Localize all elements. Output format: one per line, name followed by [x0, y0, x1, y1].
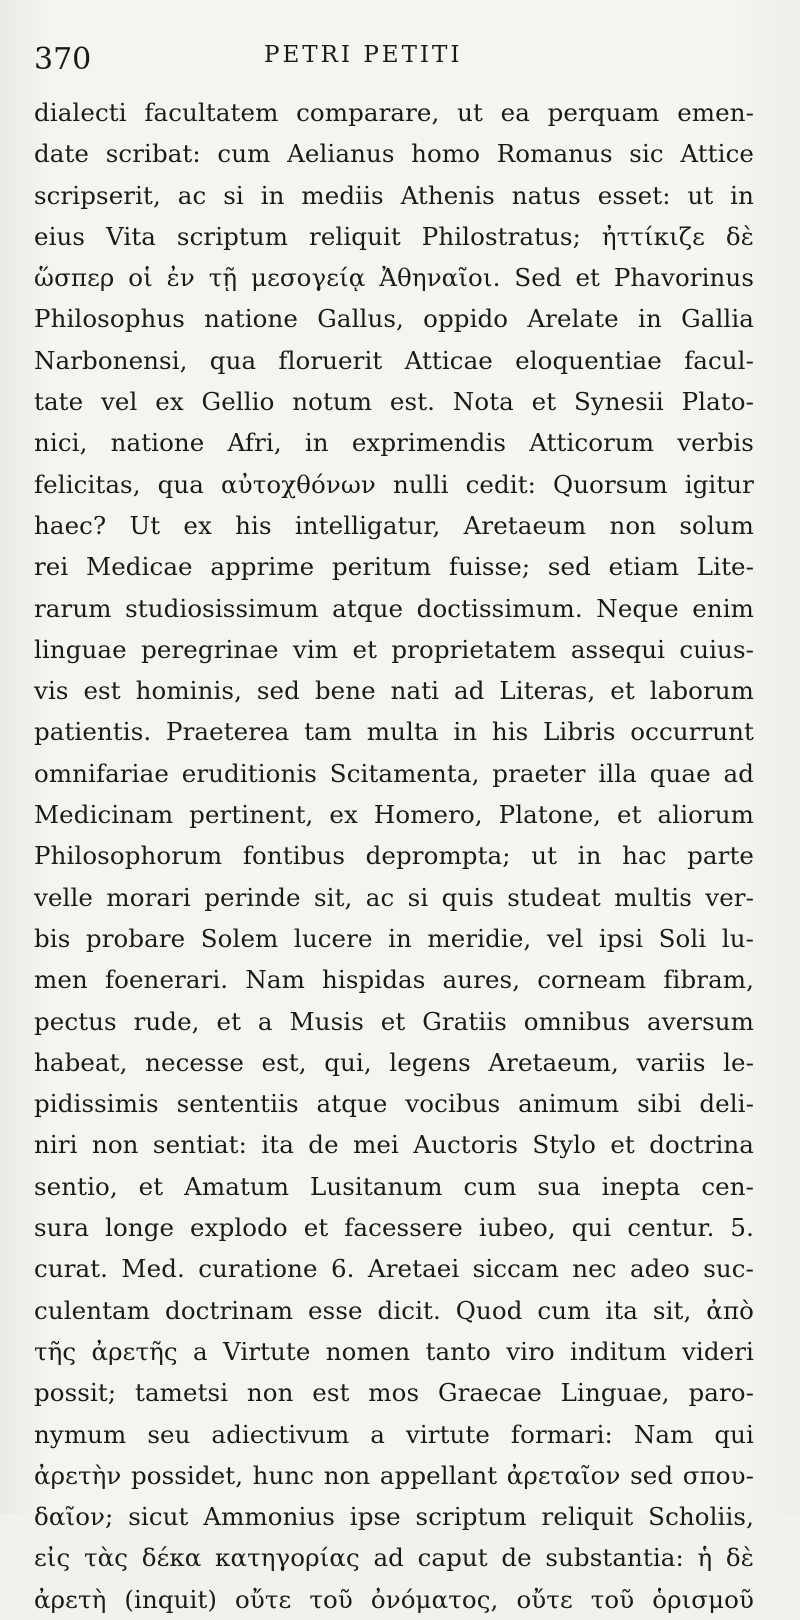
text-line: curat. Med. curatione 6. Aretaei siccam nec adeo suc-: [34, 1254, 754, 1284]
text-line: habeat, necesse est, qui, legens Aretaeum, variis le-: [34, 1047, 754, 1077]
text-line: vis est hominis, sed bene nati ad Literas, et laborum: [34, 676, 754, 706]
text-line: Philosophus natione Gallus, oppido Arelate in Gallia: [34, 304, 754, 334]
text-line: culentam doctrinam esse dicit. Quod cum ita sit, ἀπὸ: [34, 1295, 754, 1325]
text-line: linguae peregrinae vim et proprietatem assequi cuius-: [34, 634, 754, 664]
text-line: scripserit, ac si in mediis Athenis natus esset: ut in: [34, 180, 754, 210]
text-line: ὥσπερ οἱ ἐν τῇ μεσογείᾳ Ἀθηναῖοι. Sed et Phavorinus: [34, 263, 754, 293]
text-line: niri non sentiat: ita de mei Auctoris Stylo et doctrina: [34, 1130, 754, 1160]
text-line: date scribat: cum Aelianus homo Romanus sic Attice: [34, 139, 754, 169]
text-line: sentio, et Amatum Lusitanum cum sua inepta cen-: [34, 1171, 754, 1201]
text-line: sura longe explodo et facessere iubeo, qui centur. 5.: [34, 1213, 754, 1243]
text-line: men foenerari. Nam hispidas aures, corneam fibram,: [34, 965, 754, 995]
text-line: ἀρετὴ (inquit) οὔτε τοῦ ὀνόματος, οὔτε τοῦ ὁρισμοῦ: [34, 1584, 754, 1614]
text-line: Philosophorum fontibus deprompta; ut in hac parte: [34, 841, 754, 871]
text-line: rarum studiosissimum atque doctissimum. Neque enim: [34, 593, 754, 623]
text-line: patientis. Praeterea tam multa in his Libris occurrunt: [34, 717, 754, 747]
text-line: omnifariae eruditionis Scitamenta, praeter illa quae ad: [34, 758, 754, 788]
running-title: PETRI PETITI: [264, 42, 463, 68]
body-text: [34, 92, 754, 1620]
text-line: velle morari perinde sit, ac si quis studeat multis ver-: [34, 882, 754, 912]
text-line: possit; tametsi non est mos Graecae Linguae, paro-: [34, 1378, 754, 1408]
text-line: nici, natione Afri, in exprimendis Atticorum verbis: [34, 428, 754, 458]
text-line: Narbonensi, qua floruerit Atticae eloquentiae facul-: [34, 345, 754, 375]
text-line: pidissimis sententiis atque vocibus animum sibi deli-: [34, 1089, 754, 1119]
text-line: felicitas, qua αὐτοχθόνων nulli cedit: Quorsum igitur: [34, 469, 754, 499]
text-line: rei Medicae apprime peritum fuisse; sed etiam Lite-: [34, 552, 754, 582]
text-line: pectus rude, et a Musis et Gratiis omnibus aversum: [34, 1006, 754, 1036]
text-line: εἰς τὰς δέκα κατηγορίας ad caput de substantia: ἡ δὲ: [34, 1543, 754, 1573]
text-line: bis probare Solem lucere in meridie, vel ipsi Soli lu-: [34, 923, 754, 953]
text-line: haec? Ut ex his intelligatur, Aretaeum non solum: [34, 510, 754, 540]
page-number: 370: [34, 42, 92, 77]
text-line: Medicinam pertinent, ex Homero, Platone, et aliorum: [34, 800, 754, 830]
text-line: τῆς ἀρετῆς a Virtute nomen tanto viro inditum videri: [34, 1336, 754, 1366]
running-head: [34, 36, 764, 76]
text-line: δαῖον; sicut Ammonius ipse scriptum reliquit Scholiis,: [34, 1502, 754, 1532]
text-line: dialecti facultatem comparare, ut ea perquam emen-: [34, 98, 754, 127]
text-line: ἀρετὴν possidet, hunc non appellant ἀρεταῖον sed σπου-: [34, 1460, 754, 1490]
text-line: nymum seu adiectivum a virtute formari: Nam qui: [34, 1419, 754, 1449]
text-line: eius Vita scriptum reliquit Philostratus; ἠττίκιζε δὲ: [34, 221, 754, 251]
text-line: tate vel ex Gellio notum est. Nota et Synesii Plato-: [34, 387, 754, 417]
